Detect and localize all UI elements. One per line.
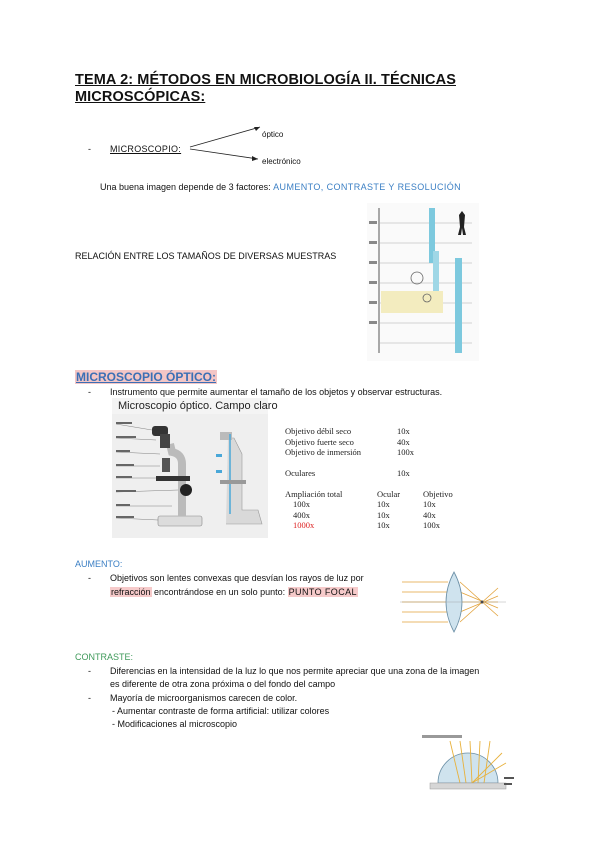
relation-text: RELACIÓN ENTRE LOS TAMAÑOS DE DIVERSAS MUESTRAS <box>75 251 337 261</box>
lens-figure <box>398 564 508 636</box>
contraste-sub-2: - Modificaciones al microscopio <box>112 719 238 729</box>
objectives-table <box>285 426 453 531</box>
contraste-bullet-2: Mayoría de microorganismos carecen de color. <box>110 693 298 703</box>
contrast-figure <box>420 733 516 795</box>
table-cell: 1000x <box>293 520 315 530</box>
table-cell: 10x <box>423 499 436 509</box>
table-cell: Objetivo de inmersión <box>285 447 362 457</box>
refraccion-highlight: refracción <box>111 587 151 597</box>
table-row <box>285 510 453 521</box>
branch-optico: óptico <box>262 130 284 139</box>
table-cell: 40x <box>397 436 410 447</box>
contraste-heading: CONTRASTE: <box>75 652 134 662</box>
table-row <box>285 520 453 531</box>
objectives-list <box>285 426 414 479</box>
optical-heading <box>75 368 217 386</box>
table-cell: 100x <box>423 520 440 530</box>
magnification-table <box>285 489 453 531</box>
microscope-illustration <box>112 414 268 538</box>
table-cell: 40x <box>423 509 436 520</box>
list-bullet: - <box>88 573 91 583</box>
table-row <box>285 468 414 479</box>
table-cell: 400x <box>293 509 310 520</box>
table-header: Ampliación total <box>285 488 343 499</box>
table-row <box>285 437 414 448</box>
aumento-line-2 <box>110 586 358 598</box>
table-cell: 10x <box>397 426 410 436</box>
factors-line <box>100 181 461 193</box>
table-cell: Objetivo fuerte seco <box>285 436 354 447</box>
table-cell: 100x <box>293 499 310 509</box>
list-bullet: - <box>88 144 91 154</box>
aumento-heading: AUMENTO: <box>75 559 123 569</box>
table-cell: 10x <box>397 468 410 478</box>
table-header: Objetivo <box>423 488 453 499</box>
contraste-sub-1: - Aumentar contraste de forma artificial: utilizar colores <box>112 706 330 716</box>
branch-electronico: electrónico <box>262 157 301 166</box>
table-cell: Objetivo débil seco <box>285 426 352 436</box>
size-scale-figure <box>367 203 479 361</box>
optical-bullet-1: Instrumento que permite aumentar el tamaño de los objetos y observar estructuras. <box>110 387 443 397</box>
figure-caption: Microscopio óptico. Campo claro <box>118 400 278 412</box>
contraste-bullet-1-line-1: Diferencias en la intensidad de la luz lo que nos permite apreciar que una zona de la imagen <box>110 666 480 676</box>
branch-arrows <box>188 122 268 164</box>
factors-text: Una buena imagen depende de 3 factores: <box>100 182 271 192</box>
table-cell: 10x <box>377 520 390 530</box>
optical-heading-text: MICROSCOPIO ÓPTICO: <box>76 370 217 384</box>
factors-highlight: AUMENTO, CONTRASTE Y RESOLUCIÓN <box>273 182 462 192</box>
table-cell: 100x <box>397 447 414 457</box>
microscope-figure <box>112 398 278 538</box>
punto-focal-highlight: PUNTO FOCAL <box>288 587 357 597</box>
table-header-row <box>285 489 453 500</box>
table-row <box>285 426 414 437</box>
contraste-bullet-1-line-2: es diferente de otra zona próxima o del fondo del campo <box>110 679 336 689</box>
microscope-label: MICROSCOPIO: <box>110 144 182 154</box>
list-bullet: - <box>88 666 91 676</box>
table-header: Ocular <box>377 488 401 499</box>
table-row <box>285 447 414 458</box>
table-cell: 10x <box>377 499 390 509</box>
table-row <box>285 499 453 510</box>
table-cell: Oculares <box>285 468 316 478</box>
list-bullet: - <box>88 387 91 397</box>
list-bullet: - <box>88 693 91 703</box>
page-title: TEMA 2: MÉTODOS EN MICROBIOLOGÍA II. TÉCNICAS MICROSCÓPICAS: <box>75 72 456 105</box>
aumento-line-1: Objetivos son lentes convexas que desvían los rayos de luz por <box>110 573 364 583</box>
aumento-line-2-text: encontrándose en un solo punto: <box>154 587 286 597</box>
table-cell: 10x <box>377 509 390 520</box>
